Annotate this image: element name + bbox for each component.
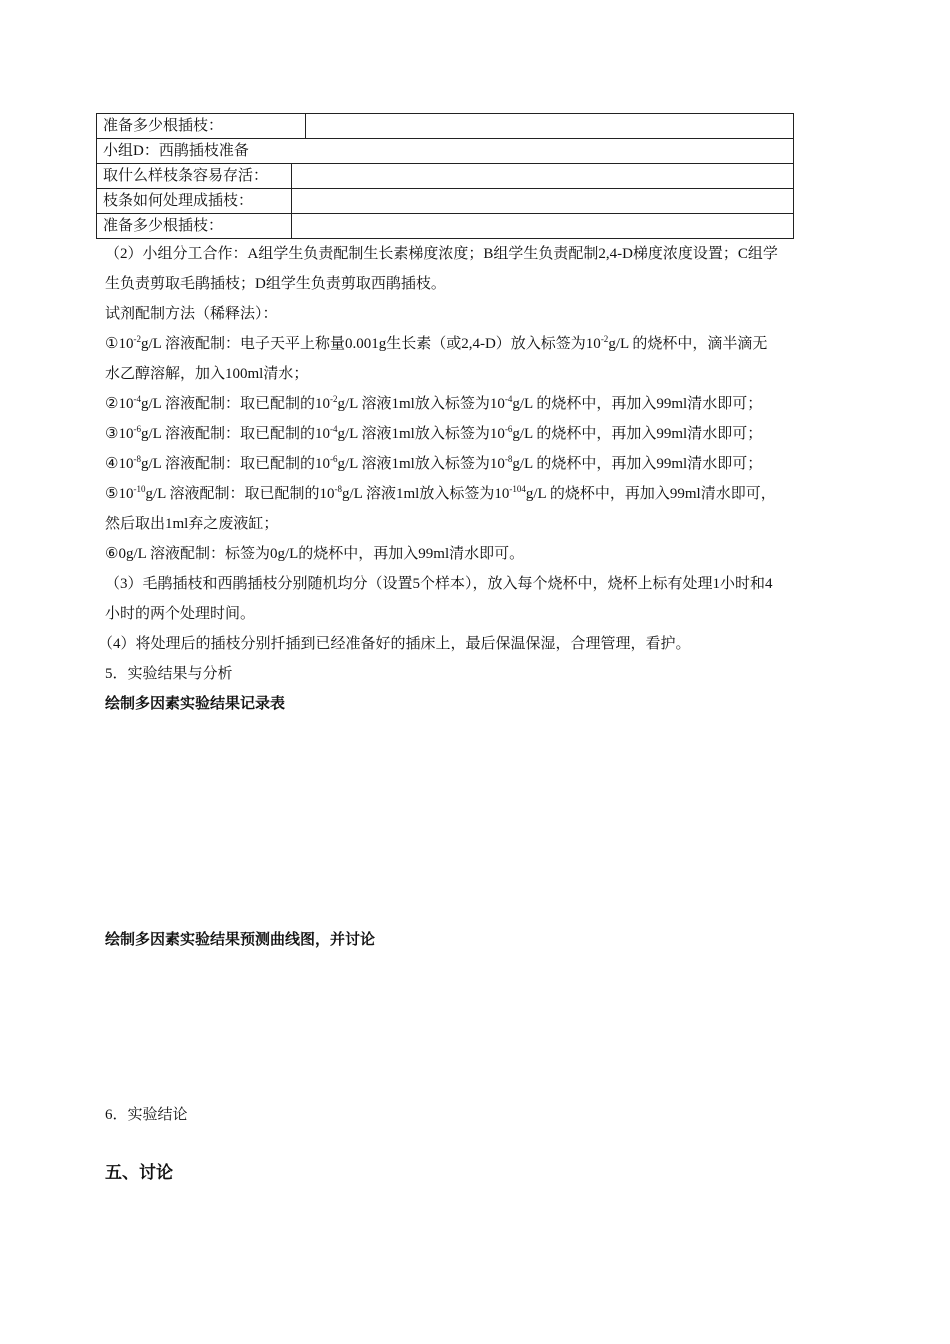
table-row <box>97 214 794 239</box>
step-text: ⑤10 <box>105 486 134 502</box>
step-3 <box>105 424 762 444</box>
step-text: g/L 的烧杯中，再加入99ml清水即可； <box>512 456 763 472</box>
section-5-heading: 5．实验结果与分析 <box>105 666 233 682</box>
table-label: 枝条如何处理成插枝： <box>97 189 292 214</box>
step-6: ⑥0g/L 溶液配制：标签为0g/L的烧杯中，再加入99ml清水即可。 <box>105 546 525 562</box>
exponent: -104 <box>509 484 526 494</box>
step-text: ②10 <box>105 396 134 412</box>
step-text: g/L 溶液1ml放入标签为10 <box>341 486 510 502</box>
table-answer-cell[interactable] <box>306 114 794 139</box>
step-5 <box>105 484 776 504</box>
table-answer-cell[interactable] <box>292 189 794 214</box>
step-2 <box>105 394 762 414</box>
table-row <box>97 189 794 214</box>
step-text: g/L 的烧杯中，再加入99ml清水即可； <box>512 426 763 442</box>
step-text: ①10 <box>105 336 134 352</box>
exponent: -8 <box>504 454 513 464</box>
exponent: -6 <box>329 454 338 464</box>
step-4 <box>105 454 762 474</box>
paragraph-2-line-2: 生负责剪取毛鹃插枝；D组学生负责剪取西鹃插枝。 <box>105 276 446 292</box>
exponent: -4 <box>329 424 338 434</box>
discussion-heading: 五、讨论 <box>105 1163 173 1182</box>
exponent: -8 <box>334 484 342 494</box>
table-label: 取什么样枝条容易存活： <box>97 164 292 189</box>
exponent: -6 <box>133 424 141 434</box>
table-row <box>97 114 794 139</box>
exponent: -4 <box>133 394 141 404</box>
paragraph-4: （4）将处理后的插枝分别扦插到已经准备好的插床上，最后保温保湿，合理管理，看护。 <box>98 636 691 652</box>
curve-graph-task: 绘制多因素实验结果预测曲线图，并讨论 <box>105 932 376 948</box>
step-5-continued: 然后取出1ml弃之废液缸； <box>105 516 279 532</box>
paragraph-3-line-1: （3）毛鹃插枝和西鹃插枝分别随机均分（设置5个样本），放入每个烧杯中，烧杯上标有处理1小时和4 <box>105 576 773 592</box>
step-text: g/L 溶液1ml放入标签为10 <box>337 456 505 472</box>
exponent: -10 <box>133 484 146 494</box>
exponent: -2 <box>329 394 338 404</box>
step-1 <box>105 334 767 354</box>
step-text: ③10 <box>105 426 134 442</box>
step-text: g/L 的烧杯中，滴半滴无 <box>608 336 768 352</box>
paragraph-2-line-1: （2）小组分工合作：A组学生负责配制生长素梯度浓度；B组学生负责配制2,4-D梯度浓度设置；C组学 <box>105 246 778 262</box>
exponent: -2 <box>133 334 141 344</box>
step-text: g/L 的烧杯中，再加入99ml清水即可； <box>512 396 763 412</box>
exponent: -4 <box>504 394 513 404</box>
paragraph-3-line-2: 小时的两个处理时间。 <box>105 606 256 622</box>
exponent: -2 <box>600 334 609 344</box>
record-table-task: 绘制多因素实验结果记录表 <box>105 696 286 712</box>
table-row <box>97 139 794 164</box>
step-text: g/L 溶液配制：电子天平上称量0.001g生长素（或2,4-D）放入标签为10 <box>140 336 601 352</box>
step-text: ④10 <box>105 456 134 472</box>
section-6-heading: 6．实验结论 <box>105 1107 188 1123</box>
step-text: g/L 溶液配制：取已配制的10 <box>145 486 335 502</box>
group-d-heading: 小组D：西鹃插枝准备 <box>97 139 794 164</box>
table-row <box>97 164 794 189</box>
step-text: g/L 溶液配制：取已配制的10 <box>140 396 330 412</box>
step-text: g/L 溶液配制：取已配制的10 <box>140 456 330 472</box>
table-label: 准备多少根插枝： <box>97 214 292 239</box>
exponent: -8 <box>133 454 141 464</box>
step-text: g/L 溶液配制：取已配制的10 <box>140 426 330 442</box>
step-text: g/L 溶液1ml放入标签为10 <box>337 426 505 442</box>
table-answer-cell[interactable] <box>292 214 794 239</box>
step-text: g/L 溶液1ml放入标签为10 <box>337 396 505 412</box>
exponent: -6 <box>504 424 513 434</box>
step-text: g/L 的烧杯中，再加入99ml清水即可， <box>525 486 776 502</box>
table-answer-cell[interactable] <box>292 164 794 189</box>
prep-table-group-d <box>96 163 794 239</box>
method-title: 试剂配制方法（稀释法）： <box>105 306 278 322</box>
step-1-continued: 水乙醇溶解，加入100ml清水； <box>105 366 309 382</box>
table-label: 准备多少根插枝： <box>97 114 306 139</box>
prep-table <box>96 113 794 164</box>
